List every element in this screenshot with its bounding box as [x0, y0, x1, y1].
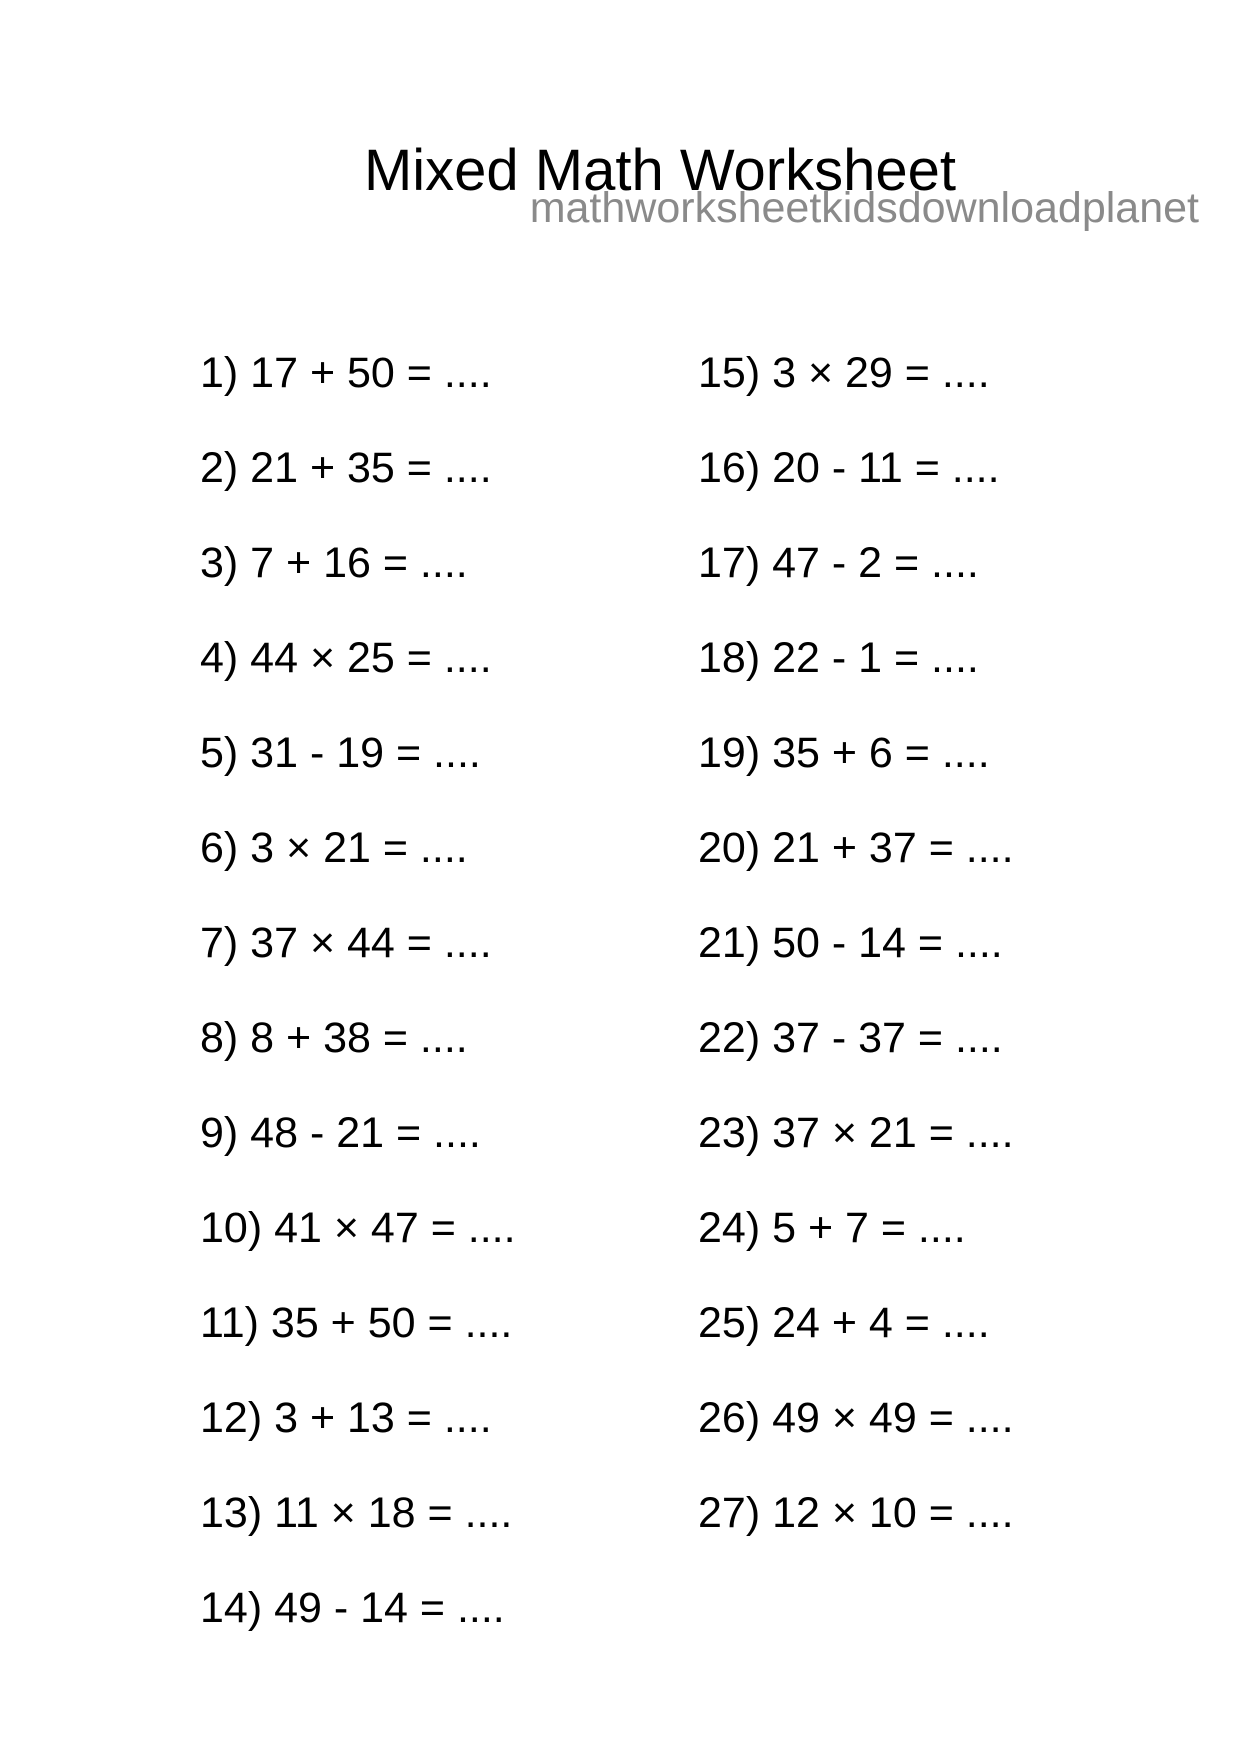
problem-item: 13) 11 × 18 = ....	[200, 1489, 513, 1537]
problem-item: 27) 12 × 10 = ....	[698, 1489, 1014, 1537]
problem-item: 11) 35 + 50 = ....	[200, 1299, 513, 1347]
problem-item: 24) 5 + 7 = ....	[698, 1204, 966, 1252]
problem-item: 4) 44 × 25 = ....	[200, 634, 492, 682]
problem-item: 25) 24 + 4 = ....	[698, 1299, 990, 1347]
problem-item: 16) 20 - 11 = ....	[698, 444, 1000, 492]
worksheet-source: mathworksheetkidsdownloadplanet	[529, 184, 1199, 232]
problem-item: 7) 37 × 44 = ....	[200, 919, 492, 967]
problem-item: 1) 17 + 50 = ....	[200, 349, 492, 397]
problem-item: 18) 22 - 1 = ....	[698, 634, 979, 682]
problem-item: 14) 49 - 14 = ....	[200, 1584, 505, 1632]
problem-column-right	[698, 343, 1014, 1578]
problem-item: 6) 3 × 21 = ....	[200, 824, 468, 872]
problem-item: 23) 37 × 21 = ....	[698, 1109, 1014, 1157]
problem-column-left	[200, 343, 516, 1673]
worksheet-title: Mixed Math Worksheet	[363, 137, 957, 203]
problem-item: 20) 21 + 37 = ....	[698, 824, 1014, 872]
problem-item: 21) 50 - 14 = ....	[698, 919, 1003, 967]
problem-item: 5) 31 - 19 = ....	[200, 729, 481, 777]
problem-item: 22) 37 - 37 = ....	[698, 1014, 1003, 1062]
problem-item: 15) 3 × 29 = ....	[698, 349, 990, 397]
problem-item: 9) 48 - 21 = ....	[200, 1109, 481, 1157]
problem-item: 10) 41 × 47 = ....	[200, 1204, 516, 1252]
problem-item: 3) 7 + 16 = ....	[200, 539, 468, 587]
problem-item: 8) 8 + 38 = ....	[200, 1014, 468, 1062]
problem-item: 19) 35 + 6 = ....	[698, 729, 990, 777]
problem-item: 26) 49 × 49 = ....	[698, 1394, 1014, 1442]
problem-item: 17) 47 - 2 = ....	[698, 539, 979, 587]
problem-item: 12) 3 + 13 = ....	[200, 1394, 492, 1442]
problem-item: 2) 21 + 35 = ....	[200, 444, 492, 492]
